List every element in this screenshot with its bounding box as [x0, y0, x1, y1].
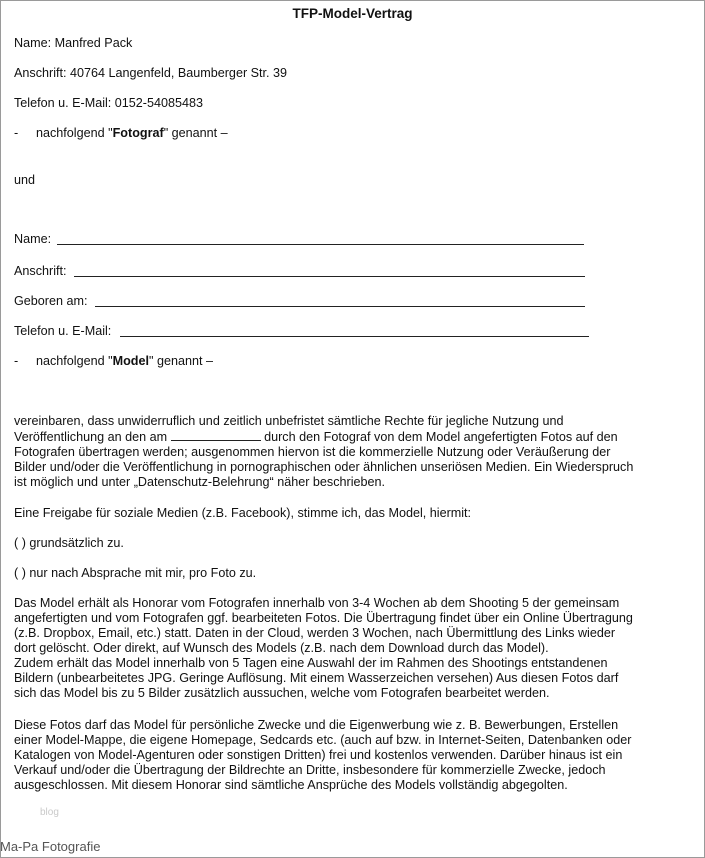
honorar-line: Das Model erhält als Honorar vom Fotografen innerhalb von 3-4 Wochen ab dem Shooting 5 der gemeinsam: [14, 596, 620, 610]
rights-line-pre: Veröffentlichung an den am: [14, 430, 168, 444]
usage-line: Verkauf und/oder die Übertragung der Bildrechte an Dritte, insbesondere für kommerzielle Zwecke, jedoch: [14, 763, 606, 777]
model-name-line[interactable]: [57, 244, 584, 245]
watermark: blog: [40, 807, 59, 818]
usage-line: Katalogen von Model-Agenturen oder sonstigen Dritten) frei und kostenlos verwenden. Darüber hinaus ist ein: [14, 748, 623, 762]
rights-line: vereinbaren, dass unwiderruflich und zeitlich unbefristet sämtliche Rechte für jegliche Nutzung und: [14, 414, 564, 428]
role-dash: -: [14, 126, 19, 140]
role-model: Model: [112, 354, 149, 368]
role-text-post: " genannt –: [149, 354, 213, 368]
social-option-1[interactable]: ( ) grundsätzlich zu.: [14, 536, 124, 550]
role-dash: -: [14, 354, 19, 368]
social-option-2[interactable]: ( ) nur nach Absprache mit mir, pro Foto zu.: [14, 566, 257, 580]
role-text-post: " genannt –: [163, 126, 228, 140]
honorar-paragraph: [14, 596, 694, 701]
honorar-line: Bildern (unbearbeitetes JPG. Geringe Auflösung. Mit einem Wasserzeichen versehen) Aus diesen Fotos darf: [14, 671, 619, 685]
honorar-line: (z.B. Dropbox, Email, etc.) statt. Daten in der Cloud, werden 3 Wochen, nach Übermittlung des Links wieder: [14, 626, 616, 640]
honorar-line: Zudem erhält das Model innerhalb von 5 Tagen eine Auswahl der im Rahmen des Shootings entstandenen: [14, 656, 608, 670]
rights-line: Bilder und/oder die Veröffentlichung in pornographischen oder ähnlichen unseriösen Medien. Ein Wiederspruch: [14, 460, 634, 474]
usage-line: ausgeschlossen. Mit diesem Honorar sind sämtliche Ansprüche des Models vollständig abgegolten.: [14, 778, 568, 792]
date-blank[interactable]: [171, 429, 261, 441]
role-fotograf: Fotograf: [112, 126, 164, 140]
footer-credit: Ma-Pa Fotografie: [0, 839, 101, 854]
rights-line: ist möglich und unter „Datenschutz-Belehrung“ näher beschrieben.: [14, 475, 386, 489]
role-text-pre: nachfolgend ": [36, 354, 113, 368]
rights-line: Fotografen übertragen werden; ausgenommen hiervon ist die kommerzielle Nutzung oder Veräußerung der: [14, 445, 611, 459]
model-name-label: Name:: [14, 232, 52, 246]
usage-line: einer Model-Mappe, die eigene Homepage, Sedcards etc. (auch auf bzw. in Internet-Seiten, Datenbanken oder: [14, 733, 632, 747]
contract-title: TFP-Model-Vertrag: [292, 6, 413, 21]
usage-line: Diese Fotos darf das Model für persönliche Zwecke und die Eigenwerbung wie z. B. Bewerbungen, Erstellen: [14, 718, 619, 732]
usage-paragraph: [14, 718, 694, 793]
model-contact-label: Telefon u. E-Mail:: [14, 324, 112, 338]
model-role: [14, 354, 213, 369]
rights-paragraph: [14, 414, 694, 490]
photographer-name: Name: Manfred Pack: [14, 36, 133, 50]
photographer-address: Anschrift: 40764 Langenfeld, Baumberger Str. 39: [14, 66, 288, 80]
photographer-role: [14, 126, 228, 141]
model-contact-line[interactable]: [120, 336, 589, 337]
model-address-label: Anschrift:: [14, 264, 67, 278]
honorar-line: dort gelöscht. Oder direkt, auf Wunsch des Models (z.B. nach dem Download durch das Model).: [14, 641, 549, 655]
honorar-line: angefertigten und vom Fotografen ggf. bearbeiteten Fotos. Die Übertragung findet über ein Online Übertragung: [14, 611, 633, 625]
rights-line: [14, 429, 694, 445]
und-text: und: [14, 173, 36, 187]
honorar-line: sich das Model bis zu 5 Bilder zusätzlich aussuchen, welche vom Fotografen bearbeitet werden.: [14, 686, 550, 700]
model-address-line[interactable]: [74, 276, 585, 277]
rights-line-post: durch den Fotograf von dem Model angefertigten Fotos auf den: [264, 430, 618, 444]
photographer-contact: Telefon u. E-Mail: 0152-54085483: [14, 96, 204, 110]
role-text-pre: nachfolgend ": [36, 126, 113, 140]
model-born-label: Geboren am:: [14, 294, 88, 308]
social-intro: Eine Freigabe für soziale Medien (z.B. Facebook), stimme ich, das Model, hiermit:: [14, 506, 472, 520]
model-born-line[interactable]: [95, 306, 585, 307]
